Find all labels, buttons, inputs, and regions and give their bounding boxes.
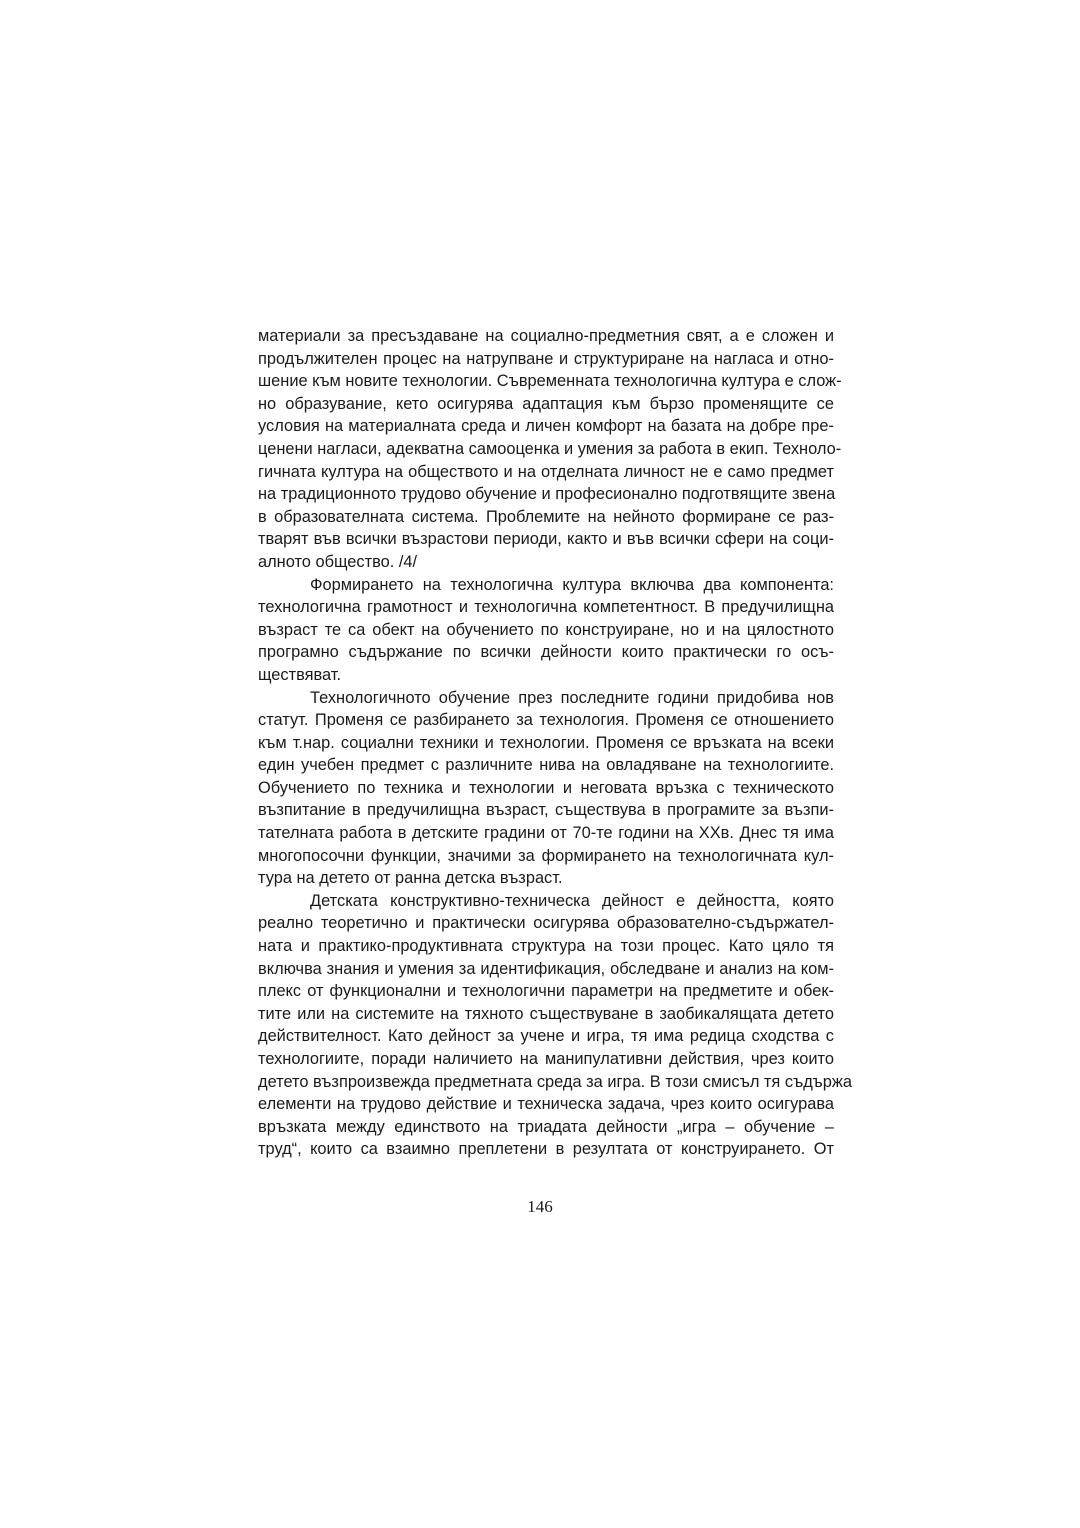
text-line: Обучението по техника и технологии и неговата връзка с техническото [258, 778, 834, 797]
text-line: в образователната система. Проблемите на нейното формиране се раз- [258, 507, 834, 526]
paragraph-4 [258, 890, 852, 1161]
body-text [258, 325, 852, 1161]
text-line: включва знания и умения за идентификация, обследване и анализ на ком- [258, 959, 834, 978]
text-line: реално теоретично и практически осигурява образователно-съдържател- [258, 914, 834, 933]
text-line: плекс от функционални и технологични параметри на предметите и обек- [258, 982, 834, 1001]
text-line: възраст те са обект на обучението по конструиране, но и на цялостното [258, 620, 834, 639]
text-line: връзката между единството на триадата дейности „игра – обучение – [258, 1117, 834, 1136]
text-line: детето възпроизвежда предметната среда за игра. В този смисъл тя съдържа [258, 1072, 852, 1091]
text-line: продължителен процес на натрупване и структуриране на нагласа и отно- [258, 349, 834, 368]
text-line: тите или на системите на тяхното съществуване в заобикалящата детето [258, 1004, 834, 1023]
text-line: тателната работа в детските градини от 70-те години на ХХв. Днес тя има [258, 824, 834, 843]
text-line: условия на материалната среда и личен комфорт на базата на добре пре- [258, 417, 834, 436]
text-line: гичната култура на обществото и на отделната личност не е само предмет [258, 462, 834, 481]
text-line: тварят във всички възрастови периоди, както и във всички сфери на соци- [258, 530, 834, 549]
text-line: но образувание, кето осигурява адаптация към бързо променящите се [258, 394, 834, 413]
text-line: ценени нагласи, адекватна самооценка и умения за работа в екип. Техноло- [258, 439, 842, 458]
text-line: алното общество. /4/ [258, 552, 418, 571]
page-number: 146 [527, 1197, 553, 1216]
text-line: тура на детето от ранна детска възраст. [258, 869, 563, 888]
paragraph-2 [258, 574, 834, 687]
text-line: елементи на трудово действие и техническа задача, чрез които осигурава [258, 1095, 834, 1114]
text-line: труд“, които са взаимно преплетени в резултата от конструирането. От [258, 1140, 834, 1159]
text-line: ната и практико-продуктивната структура на този процес. Като цяло тя [258, 937, 834, 956]
text-line: Технологичното обучение през последните години придобива нов [310, 688, 834, 707]
text-line: Формирането на технологична култура включва два компонента: [310, 575, 834, 594]
text-line: на традиционното трудово обучение и професионално подготвящите звена [258, 485, 836, 504]
text-line: шение към новите технологии. Съвременната технологична култура е слож- [258, 372, 842, 391]
paragraph-1 [258, 325, 842, 574]
text-line: възпитание в предучилищна възраст, съществува в програмите за възпи- [258, 801, 834, 820]
text-line: един учебен предмет с различните нива на овладяване на технологиите. [258, 756, 834, 775]
text-line: програмно съдържание по всички дейности които практически го осъ- [258, 643, 834, 662]
text-line: статут. Променя се разбирането за технология. Променя се отношението [258, 711, 834, 730]
text-line: технологиите, поради наличието на манипулативни действия, чрез които [258, 1050, 834, 1068]
text-line: Детската конструктивно-техническа дейност е дейността, която [310, 891, 834, 910]
text-line: технологична грамотност и технологична компетентност. В предучилищна [258, 598, 834, 617]
text-line: ществяват. [258, 665, 342, 684]
text-line: действителност. Като дейност за учене и игра, тя има редица сходства с [258, 1027, 834, 1046]
text-line: към т.нар. социални техники и технологии. Променя се връзката на всеки [258, 733, 834, 752]
text-line: материали за пресъздаване на социално-предметния свят, а е сложен и [258, 327, 834, 345]
text-line: многопосочни функции, значими за формирането на технологичната кул- [258, 846, 834, 865]
paragraph-3 [258, 687, 834, 890]
